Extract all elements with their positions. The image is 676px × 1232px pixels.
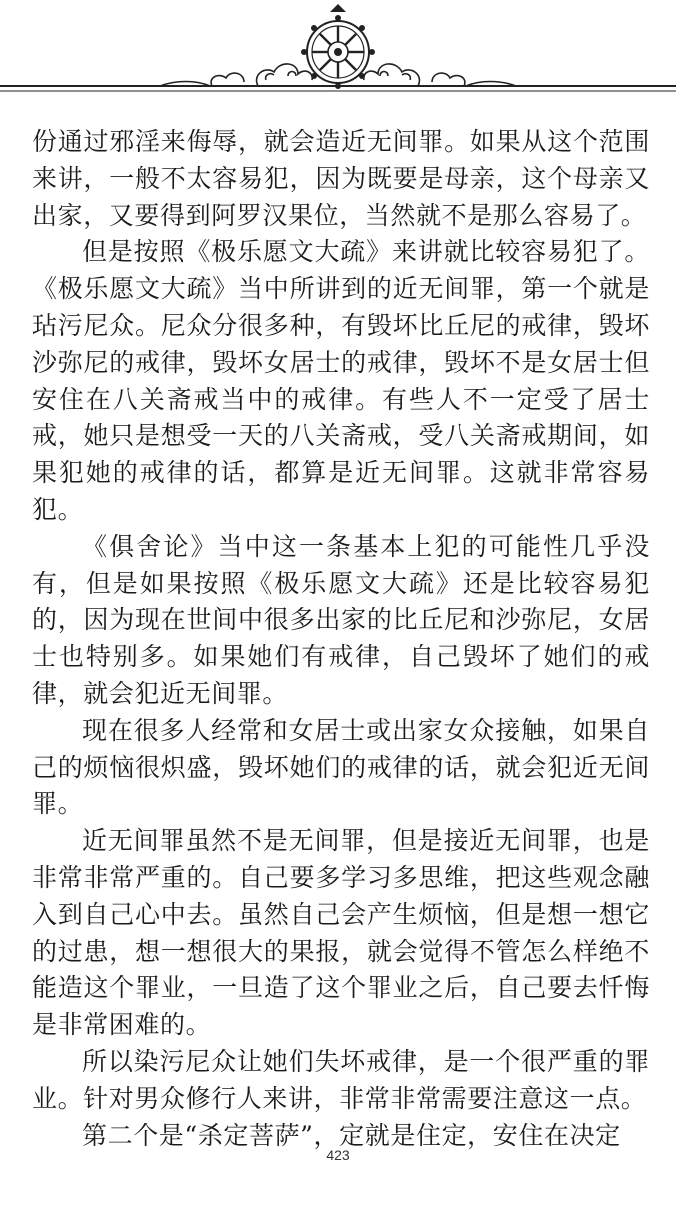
page-header-ornament: [0, 0, 676, 100]
paragraph: 《俱舍论》当中这一条基本上犯的可能性几乎没有，但是如果按照《极乐愿文大疏》还是比较容易犯的，因为现在世间中很多出家的比丘尼和沙弥尼，女居士也特别多。如果她们有戒律，自己毁坏了她们的戒律，就会犯近无间罪。: [32, 531, 650, 708]
page-number: 423: [326, 1147, 350, 1163]
paragraph: 现在很多人经常和女居士或出家女众接触，如果自己的烦恼很炽盛，毁坏她们的戒律的话，就会犯近无间罪。: [32, 715, 650, 819]
dharma-wheel-icon: [301, 4, 375, 89]
paragraph: 第二个是“杀定菩萨”，定就是住定，安住在决定: [82, 1120, 621, 1150]
paragraph: 近无间罪虽然不是无间罪，但是接近无间罪，也是非常非常严重的。自己要多学习多思维，把这些观念融入到自己心中去。虽然自己会产生烦恼，但是想一想它的过患，想一想很大的果报，就会觉得不管怎么样绝不能造这个罪业，一旦造了这个罪业之后，自己要去忏悔是非常困难的。: [32, 826, 650, 1040]
paragraph: 份通过邪淫来侮辱，就会造近无间罪。如果从这个范围来讲，一般不太容易犯，因为既要是母亲，这个母亲又出家，又要得到阿罗汉果位，当然就不是那么容易了。: [32, 127, 650, 230]
paragraph: 但是按照《极乐愿文大疏》来讲就比较容易犯了。《极乐愿文大疏》当中所讲到的近无间罪，第一个就是玷污尼众。尼众分很多种，有毁坏比丘尼的戒律，毁坏沙弥尼的戒律，毁坏女居士的戒律，毁坏不是女居士但安住在八关斋戒当中的戒律。有些人不一定受了居士戒，她只是想受一天的八关斋戒，受八关斋戒期间，如果犯她的戒律的话，都算是近无间罪。这就非常容易犯。: [32, 237, 650, 524]
cloud-ornament-icon: [0, 0, 676, 100]
paragraph: 所以染污尼众让她们失坏戒律，是一个很严重的罪业。针对男众修行人来讲，非常非常需要注意这一点。: [32, 1046, 650, 1113]
body-text: [32, 124, 650, 1154]
